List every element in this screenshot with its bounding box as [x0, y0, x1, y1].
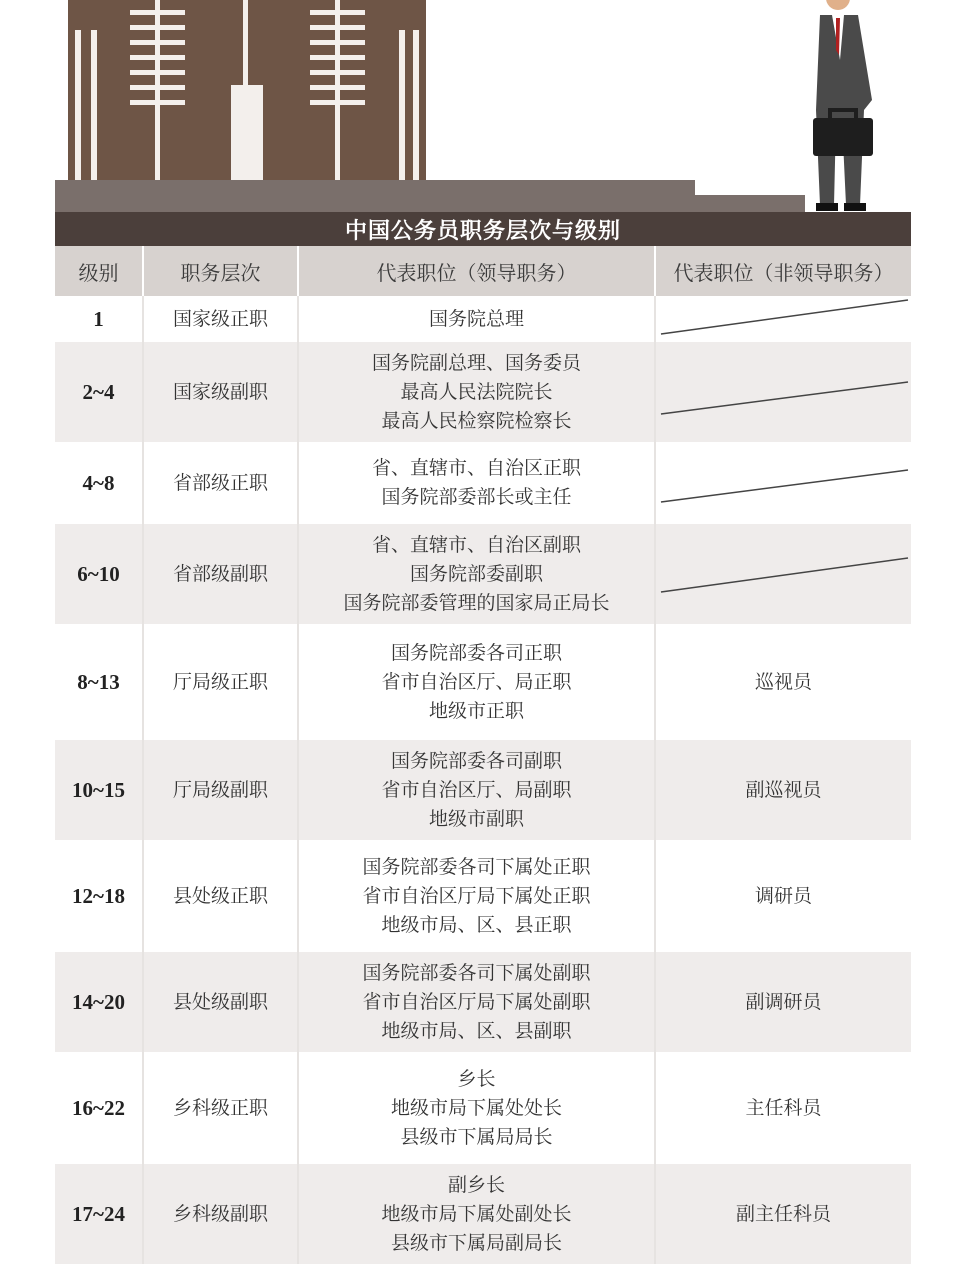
- nonleader-position-empty: [655, 442, 911, 524]
- leader-line: 国务院部委部长或主任: [381, 486, 572, 508]
- rank-cell: 厅局级正职: [143, 624, 298, 740]
- leader-line: 省、直辖市、自治区副职: [371, 533, 581, 556]
- header-leader-position: 代表职位（领导职务）: [298, 246, 655, 296]
- table-row: [55, 624, 911, 740]
- empty-slash-mark: [656, 342, 911, 442]
- table-row: [55, 740, 911, 840]
- header-illustration: [0, 0, 961, 215]
- table-row: [55, 442, 911, 524]
- nonleader-position-cell: 副主任科员: [655, 1164, 911, 1264]
- nonleader-position-empty: [655, 524, 911, 624]
- rank-cell: 县处级正职: [143, 840, 298, 952]
- leader-line: 地级市正职: [428, 699, 524, 722]
- leader-line: 地级市局下属处副处长: [381, 1202, 572, 1225]
- table-row: [55, 1164, 911, 1264]
- level-cell: 6~10: [55, 524, 143, 624]
- leader-line: 国务院总理: [428, 307, 524, 330]
- level-cell: 2~4: [55, 342, 143, 442]
- leader-line: 省市自治区厅、局副职: [381, 778, 572, 801]
- leader-position-cell: [298, 442, 655, 524]
- empty-slash-mark: [656, 296, 911, 342]
- leader-position-cell: [298, 296, 655, 342]
- leader-line: 地级市局、区、县正职: [381, 913, 572, 936]
- table-header-row: [55, 246, 911, 296]
- leader-line: 县级市下属局局长: [400, 1125, 553, 1148]
- leader-line: 国务院副总理、国务委员: [371, 351, 581, 374]
- leader-position-cell: [298, 1164, 655, 1264]
- leader-line: 省、直辖市、自治区正职: [371, 457, 581, 479]
- empty-slash-mark: [656, 442, 911, 524]
- leader-line: 省市自治区厅、局正职: [381, 670, 572, 693]
- leader-position-cell: [298, 952, 655, 1052]
- leader-line: 国务院部委各司副职: [390, 749, 562, 772]
- leader-line: 国务院部委管理的国家局正局长: [343, 591, 610, 614]
- leader-line: 省市自治区厅局下属处正职: [362, 884, 591, 907]
- nonleader-position-cell: 调研员: [655, 840, 911, 952]
- leader-line: 最高人民检察院检察长: [381, 409, 572, 432]
- leader-line: 副乡长: [447, 1173, 505, 1196]
- leader-position-cell: [298, 524, 655, 624]
- leader-line: 国务院部委各司下属处正职: [362, 855, 591, 878]
- nonleader-position-cell: 副调研员: [655, 952, 911, 1052]
- leader-position-cell: [298, 624, 655, 740]
- leader-line: 地级市局、区、县副职: [381, 1019, 572, 1042]
- rank-cell: 国家级正职: [143, 296, 298, 342]
- table-row: [55, 296, 911, 342]
- nonleader-position-cell: 主任科员: [655, 1052, 911, 1164]
- leader-position-cell: [298, 840, 655, 952]
- header-level: 级别: [55, 246, 143, 296]
- rank-cell: 省部级正职: [143, 442, 298, 524]
- table-row: [55, 342, 911, 442]
- level-cell: 10~15: [55, 740, 143, 840]
- leader-line: 国务院部委各司正职: [390, 641, 562, 664]
- level-cell: 17~24: [55, 1164, 143, 1264]
- leader-position-cell: [298, 740, 655, 840]
- leader-line: 最高人民法院院长: [400, 380, 553, 403]
- nonleader-position-empty: [655, 296, 911, 342]
- leader-position-cell: [298, 1052, 655, 1164]
- leader-line: 乡长: [457, 1067, 496, 1090]
- table-row: [55, 524, 911, 624]
- table-row: [55, 1052, 911, 1164]
- table-row: [55, 952, 911, 1052]
- leader-line: 省市自治区厅局下属处副职: [362, 990, 591, 1013]
- level-cell: 1: [55, 296, 143, 342]
- table-title: 中国公务员职务层次与级别: [55, 212, 911, 246]
- nonleader-position-cell: 副巡视员: [655, 740, 911, 840]
- rank-table: [55, 246, 911, 1264]
- level-cell: 8~13: [55, 624, 143, 740]
- leader-line: 县级市下属局副局长: [390, 1231, 562, 1254]
- rank-cell: 县处级副职: [143, 952, 298, 1052]
- header-rank: 职务层次: [143, 246, 298, 296]
- rank-cell: 国家级副职: [143, 342, 298, 442]
- rank-cell: 厅局级副职: [143, 740, 298, 840]
- nonleader-position-cell: 巡视员: [655, 624, 911, 740]
- leader-line: 地级市副职: [428, 807, 524, 830]
- header-nonleader-position: 代表职位（非领导职务）: [655, 246, 911, 296]
- rank-cell: 省部级副职: [143, 524, 298, 624]
- leader-line: 地级市局下属处处长: [390, 1096, 562, 1119]
- building-illustration: [55, 0, 805, 215]
- rank-cell: 乡科级正职: [143, 1052, 298, 1164]
- nonleader-position-empty: [655, 342, 911, 442]
- leader-line: 国务院部委副职: [409, 562, 543, 585]
- level-cell: 14~20: [55, 952, 143, 1052]
- rank-cell: 乡科级副职: [143, 1164, 298, 1264]
- leader-line: 国务院部委各司下属处副职: [362, 961, 591, 984]
- level-cell: 4~8: [55, 442, 143, 524]
- table-row: [55, 840, 911, 952]
- businessman-illustration: [813, 0, 873, 211]
- empty-slash-mark: [656, 524, 911, 624]
- leader-position-cell: [298, 342, 655, 442]
- level-cell: 12~18: [55, 840, 143, 952]
- level-cell: 16~22: [55, 1052, 143, 1164]
